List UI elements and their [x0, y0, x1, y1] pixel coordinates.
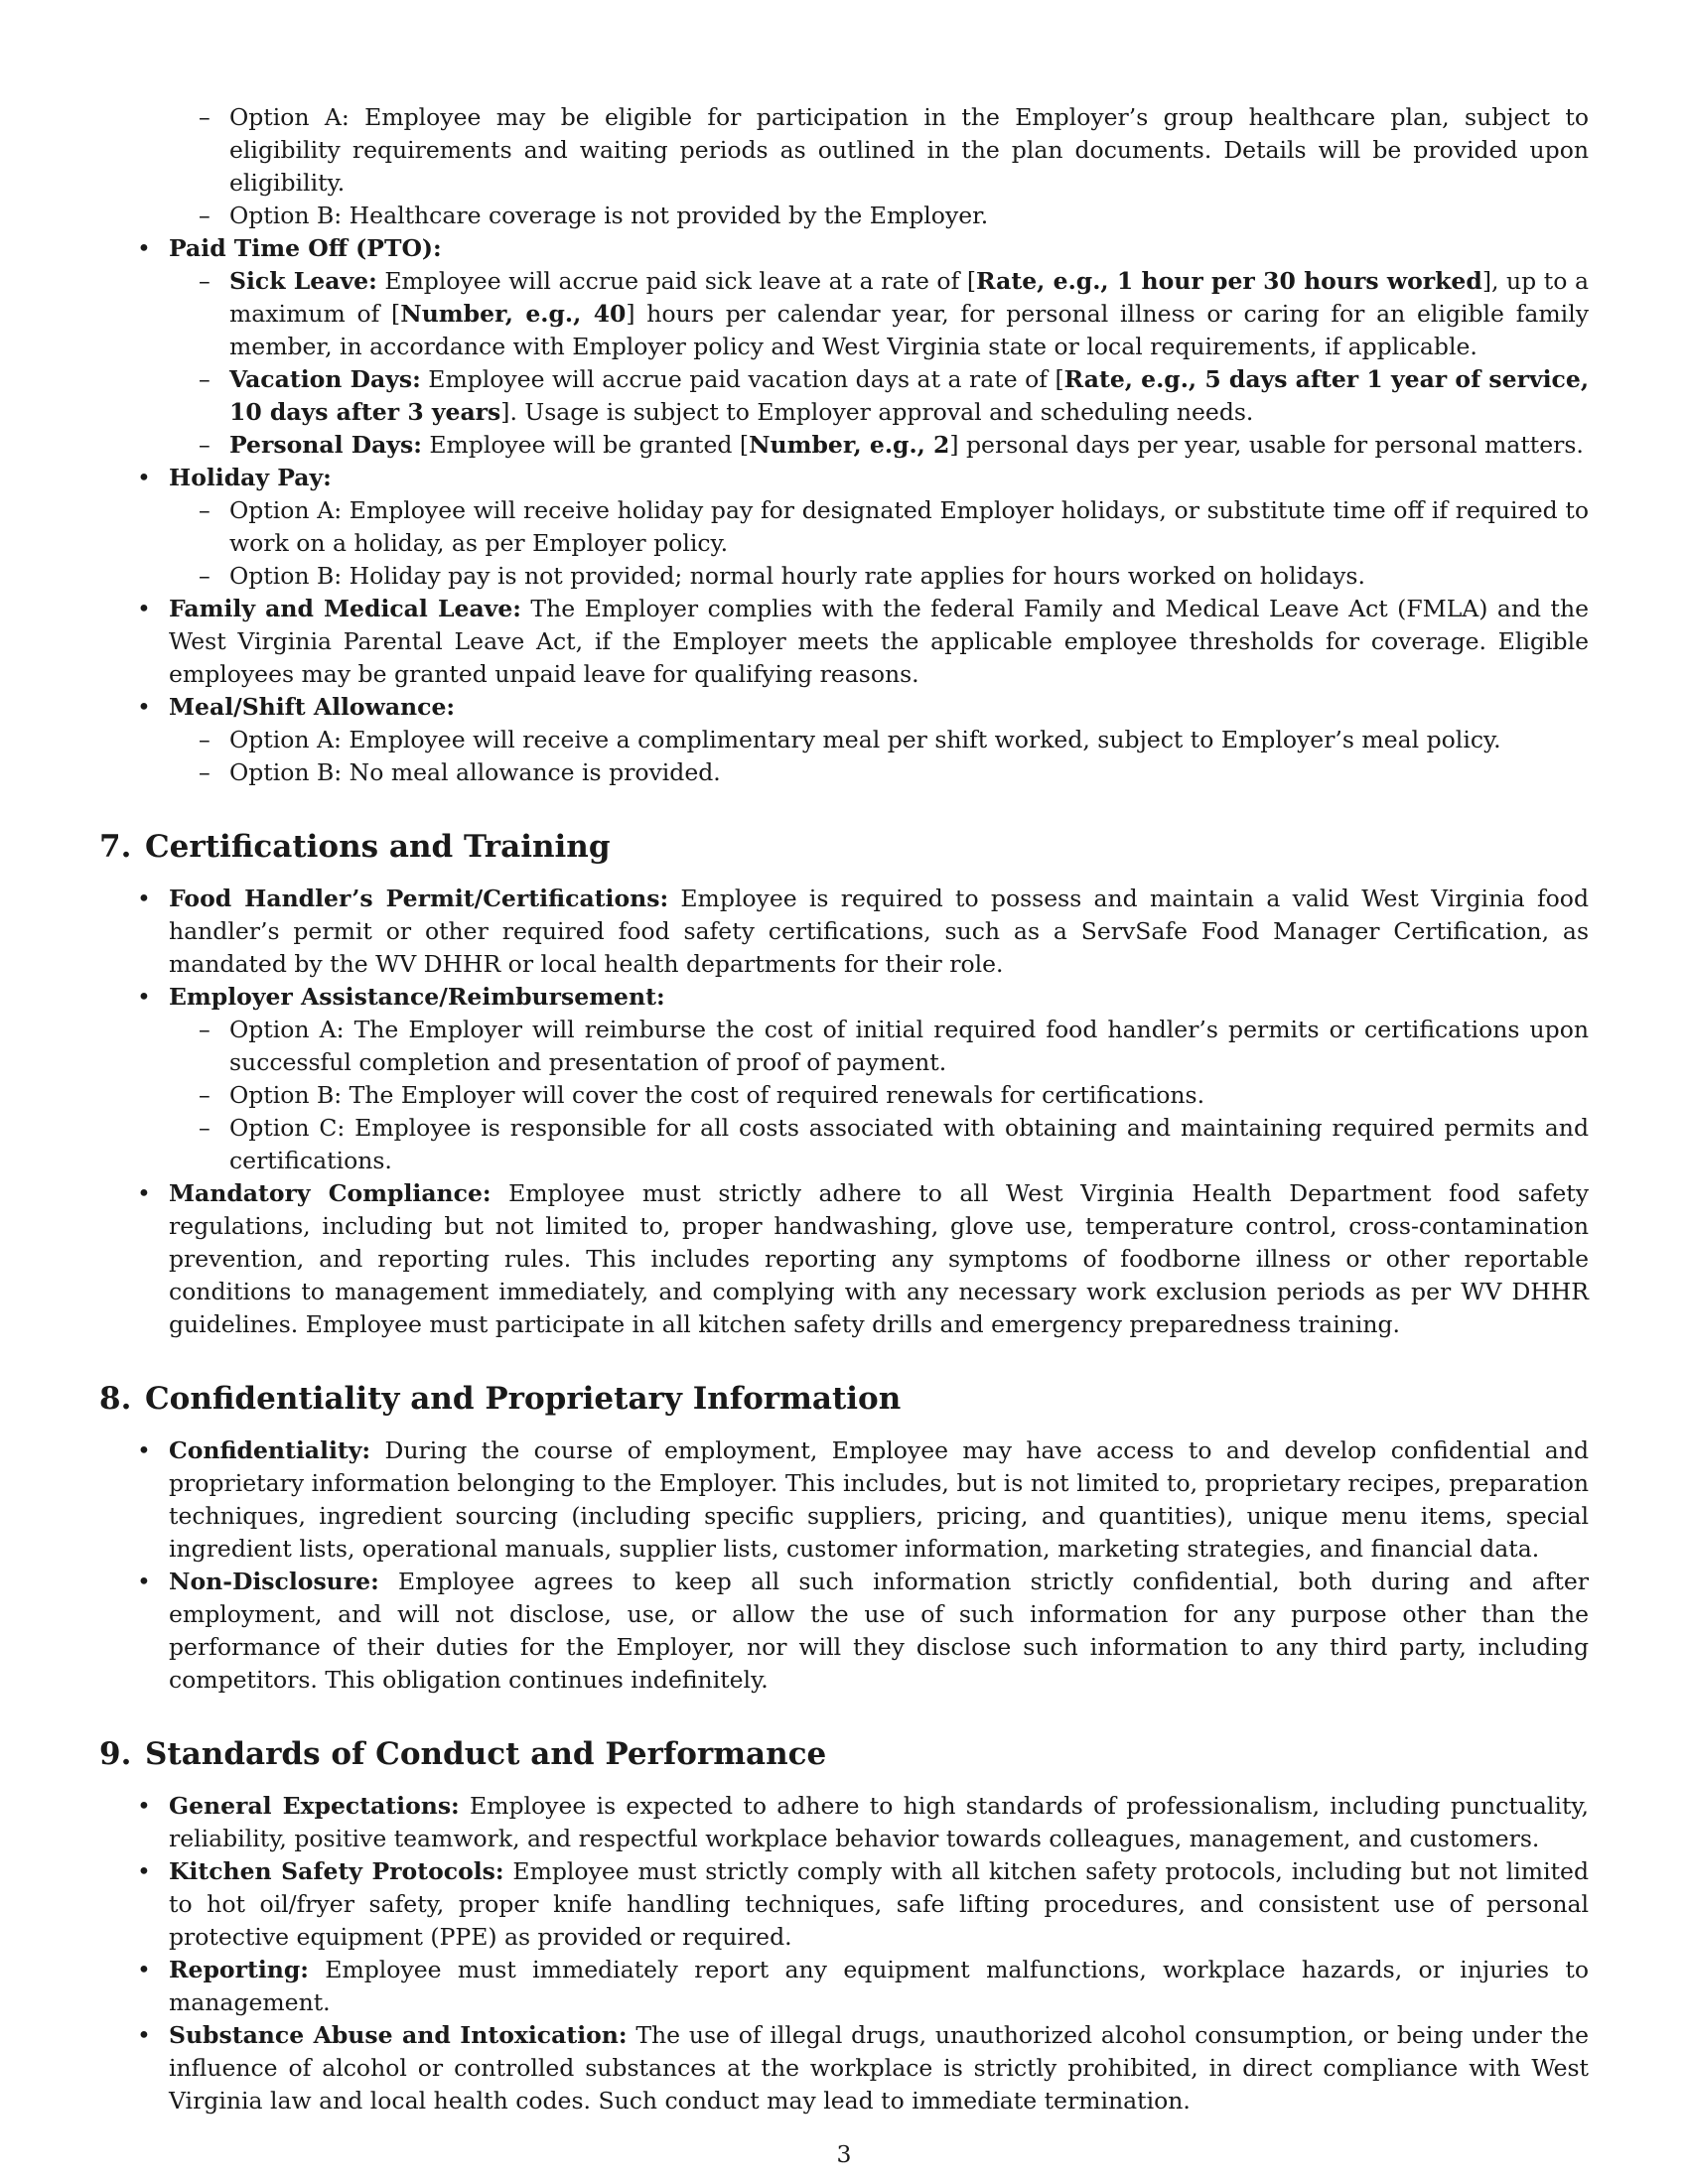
section-7-list: [99, 883, 1589, 1341]
pto-sublist: [108, 265, 1589, 462]
holiday-pay-item: [99, 462, 1589, 593]
benefits-list: [99, 101, 1589, 789]
holiday-option-a: – Option A: Employee will receive holiday pay for designated Employer holidays, or substitute time off if required to work on a holiday, as per Employer policy.: [169, 494, 1589, 560]
fmla-item: • Family and Medical Leave: The Employer complies with the federal Family and Medical Leave Act (FMLA) and the West Virginia Parental Leave Act, if the Employer meets the applicable employee thresholds for coverage. Eligible employees may be granted unpaid leave for qualifying reasons.: [99, 593, 1589, 691]
pto-item: [99, 232, 1589, 462]
section-8-list: [99, 1434, 1589, 1697]
sick-leave-item: – Sick Leave: Employee will accrue paid sick leave at a rate of [Rate, e.g., 1 hour per 30 hours worked], up to a maximum of [Number, e.g., 40] hours per calendar year, for personal illness or caring for an eligible family member, in accordance with Employer policy and West Virginia state or local requirements, if applicable.: [169, 265, 1589, 363]
assistance-option-a: – Option A: The Employer will reimburse the cost of initial required food handler’s permits or certifications upon successful completion and presentation of proof of payment.: [169, 1014, 1589, 1079]
holiday-option-b: – Option B: Holiday pay is not provided; normal hourly rate applies for hours worked on holidays.: [169, 560, 1589, 593]
section-9-heading: 9. Standards of Conduct and Performance: [99, 1736, 827, 1772]
meal-option-b: – Option B: No meal allowance is provided.: [169, 756, 1589, 789]
employer-assistance-sublist: [108, 1014, 1589, 1177]
healthcare-option-b: – Option B: Healthcare coverage is not provided by the Employer.: [169, 200, 1589, 232]
reporting-item: • Reporting: Employee must immediately report any equipment malfunctions, workplace hazards, or injuries to management.: [99, 1954, 1589, 2019]
section-9-list: [99, 1790, 1589, 2117]
meal-allowance-label: Meal/Shift Allowance:: [169, 693, 456, 721]
non-disclosure-item: • Non-Disclosure: Employee agrees to keep all such information strictly confidential, both during and after employment, and will not disclose, use, or allow the use of such information for any purpose other than the performance of their duties for the Employer, nor will they disclose such information to any third party, including competitors. This obligation continues indefinitely.: [99, 1566, 1589, 1697]
meal-allowance-item: [99, 691, 1589, 789]
employer-assistance-label: Employer Assistance/Reimbursement:: [169, 983, 665, 1011]
assistance-option-c: – Option C: Employee is responsible for all costs associated with obtaining and maintaining required permits and certifications.: [169, 1112, 1589, 1177]
confidentiality-item: • Confidentiality: During the course of employment, Employee may have access to and develop confidential and proprietary information belonging to the Employer. This includes, but is not limited to, proprietary recipes, preparation techniques, ingredient sourcing (including specific suppliers, pricing, and quantities), unique menu items, special ingredient lists, operational manuals, supplier lists, customer information, marketing strategies, and financial data.: [99, 1434, 1589, 1566]
healthcare-option-a: – Option A: Employee may be eligible for participation in the Employer’s group healthcare plan, subject to eligibility requirements and waiting periods as outlined in the plan documents. Details will be provided upon eligibility.: [169, 101, 1589, 200]
kitchen-safety-item: • Kitchen Safety Protocols: Employee must strictly comply with all kitchen safety protocols, including but not limited to hot oil/fryer safety, proper knife handling techniques, safe lifting procedures, and consistent use of personal protective equipment (PPE) as provided or required.: [99, 1855, 1589, 1954]
meal-option-a: – Option A: Employee will receive a complimentary meal per shift worked, subject to Employer’s meal policy.: [169, 724, 1589, 756]
holiday-pay-label: Holiday Pay:: [169, 464, 332, 491]
section-8-heading: 8. Confidentiality and Proprietary Information: [99, 1381, 902, 1417]
personal-days-item: – Personal Days: Employee will be granted [Number, e.g., 2] personal days per year, usable for personal matters.: [169, 429, 1589, 462]
holiday-pay-sublist: [108, 494, 1589, 593]
pto-label: Paid Time Off (PTO):: [169, 234, 442, 262]
mandatory-compliance-item: • Mandatory Compliance: Employee must strictly adhere to all West Virginia Health Department food safety regulations, including but not limited to, proper handwashing, glove use, temperature control, cross-contamination prevention, and reporting rules. This includes reporting any symptoms of foodborne illness or other reportable conditions to management immediately, and complying with any necessary work exclusion periods as per WV DHHR guidelines. Employee must participate in all kitchen safety drills and emergency preparedness training.: [99, 1177, 1589, 1341]
food-handler-item: • Food Handler’s Permit/Certifications: Employee is required to possess and maintain a valid West Virginia food handler’s permit or other required food safety certifications, such as a ServSafe Food Manager Certification, as mandated by the WV DHHR or local health departments for their role.: [99, 883, 1589, 981]
healthcare-options: [99, 101, 1589, 232]
page-number: 3: [836, 2140, 852, 2168]
assistance-option-b: – Option B: The Employer will cover the cost of required renewals for certifications.: [169, 1079, 1589, 1112]
substance-abuse-item: • Substance Abuse and Intoxication: The use of illegal drugs, unauthorized alcohol consumption, or being under the influence of alcohol or controlled substances at the workplace is strictly prohibited, in direct compliance with West Virginia law and local health codes. Such conduct may lead to immediate termination.: [99, 2019, 1589, 2117]
healthcare-option-list: [108, 101, 1589, 232]
employer-assistance-item: [99, 981, 1589, 1177]
general-expectations-item: • General Expectations: Employee is expected to adhere to high standards of professionalism, including punctuality, reliability, positive teamwork, and respectful workplace behavior towards colleagues, management, and customers.: [99, 1790, 1589, 1855]
vacation-days-item: – Vacation Days: Employee will accrue paid vacation days at a rate of [Rate, e.g., 5 days after 1 year of service, 10 days after 3 years]. Usage is subject to Employer approval and scheduling needs.: [169, 363, 1589, 429]
meal-allowance-sublist: [108, 724, 1589, 789]
page-content: [99, 101, 1589, 2117]
section-7-heading: 7. Certifications and Training: [99, 829, 611, 865]
